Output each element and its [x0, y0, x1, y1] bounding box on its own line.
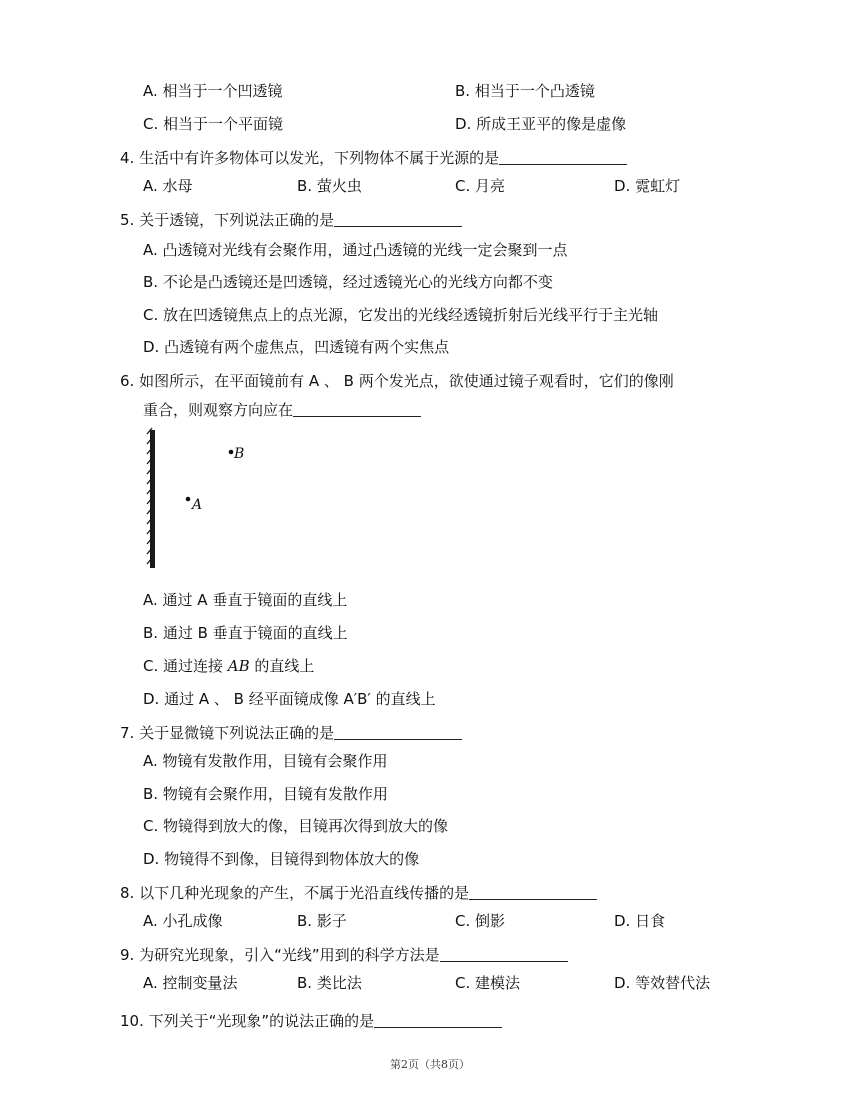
q8-option-b: B. 影子 — [297, 912, 347, 930]
q6-option-c-math: AB — [227, 657, 250, 675]
q7-stem-text: 7. 关于显微镜下列说法正确的是 — [120, 724, 335, 742]
q3-option-a: A. 相当于一个凹透镜 — [143, 82, 283, 100]
q4-option-a: A. 水母 — [143, 177, 193, 195]
q7-option-d: D. 物镜得不到像，目镜得到物体放大的像 — [143, 850, 420, 868]
q10-stem-text: 10. 下列关于“光现象”的说法正确的是 — [120, 1012, 375, 1030]
answer-blank — [334, 211, 462, 227]
q4-stem-text: 4. 生活中有许多物体可以发光，下列物体不属于光源的是 — [120, 149, 500, 167]
q3-option-c: C. 相当于一个平面镜 — [143, 115, 284, 133]
q4-option-b: B. 萤火虫 — [297, 177, 362, 195]
q5-stem-text: 5. 关于透镜，下列说法正确的是 — [120, 211, 335, 229]
q10-stem — [120, 1011, 502, 1031]
q8-stem — [120, 883, 597, 903]
q6-stem-line1: 6. 如图所示，在平面镜前有 A 、 B 两个发光点，欲使通过镜子观看时，它们的像刚 — [120, 372, 674, 390]
q8-option-c: C. 倒影 — [455, 912, 506, 930]
q6-option-c — [143, 656, 314, 676]
q6-mirror-figure — [140, 426, 270, 572]
q9-option-c: C. 建模法 — [455, 974, 521, 992]
q3-option-d: D. 所成王亚平的像是虚像 — [455, 115, 627, 133]
point-a-dot — [186, 497, 191, 502]
q9-option-d: D. 等效替代法 — [614, 974, 711, 992]
q6-option-d: D. 通过 A 、 B 经平面镜成像 A′B′ 的直线上 — [143, 690, 436, 708]
q4-stem — [120, 148, 627, 168]
answer-blank — [469, 884, 597, 900]
point-b-label: B — [234, 446, 245, 462]
point-a-label: A — [192, 497, 203, 513]
q9-option-b: B. 类比法 — [297, 974, 362, 992]
q9-stem-text: 9. 为研究光现象，引入“光线”用到的科学方法是 — [120, 946, 440, 964]
q5-option-a: A. 凸透镜对光线有会聚作用，通过凸透镜的光线一定会聚到一点 — [143, 241, 568, 259]
q5-stem — [120, 210, 462, 230]
q5-option-c: C. 放在凹透镜焦点上的点光源，它发出的光线经透镜折射后光线平行于主光轴 — [143, 306, 659, 324]
q6-option-b: B. 通过 B 垂直于镜面的直线上 — [143, 624, 348, 642]
q3-option-b: B. 相当于一个凸透镜 — [455, 82, 595, 100]
q4-option-d: D. 霓虹灯 — [614, 177, 681, 195]
answer-blank — [334, 724, 462, 740]
q5-option-b: B. 不论是凸透镜还是凹透镜，经过透镜光心的光线方向都不变 — [143, 273, 553, 291]
q6-stem-line2-text: 重合，则观察方向应在 — [143, 401, 294, 419]
q7-option-c: C. 物镜得到放大的像，目镜再次得到放大的像 — [143, 817, 449, 835]
q6-option-a: A. 通过 A 垂直于镜面的直线上 — [143, 591, 348, 609]
q9-option-a: A. 控制变量法 — [143, 974, 238, 992]
q6-option-c-text: C. 通过连接 — [143, 657, 228, 675]
answer-blank — [374, 1012, 502, 1028]
q8-stem-text: 8. 以下几种光现象的产生，不属于光沿直线传播的是 — [120, 884, 470, 902]
answer-blank — [499, 149, 627, 165]
q6-stem-line2 — [143, 400, 421, 420]
answer-blank — [440, 946, 568, 962]
point-b-dot — [229, 450, 234, 455]
q9-stem — [120, 945, 568, 965]
q7-option-b: B. 物镜有会聚作用，目镜有发散作用 — [143, 785, 388, 803]
page-footer: 第2页（共8页） — [390, 1058, 470, 1071]
q8-option-d: D. 日食 — [614, 912, 666, 930]
q4-option-c: C. 月亮 — [455, 177, 506, 195]
q7-option-a: A. 物镜有发散作用，目镜有会聚作用 — [143, 752, 388, 770]
q7-stem — [120, 723, 462, 743]
answer-blank — [293, 401, 421, 417]
q6-option-c-tail: 的直线上 — [249, 657, 315, 675]
q5-option-d: D. 凸透镜有两个虚焦点，凹透镜有两个实焦点 — [143, 338, 450, 356]
q8-option-a: A. 小孔成像 — [143, 912, 223, 930]
